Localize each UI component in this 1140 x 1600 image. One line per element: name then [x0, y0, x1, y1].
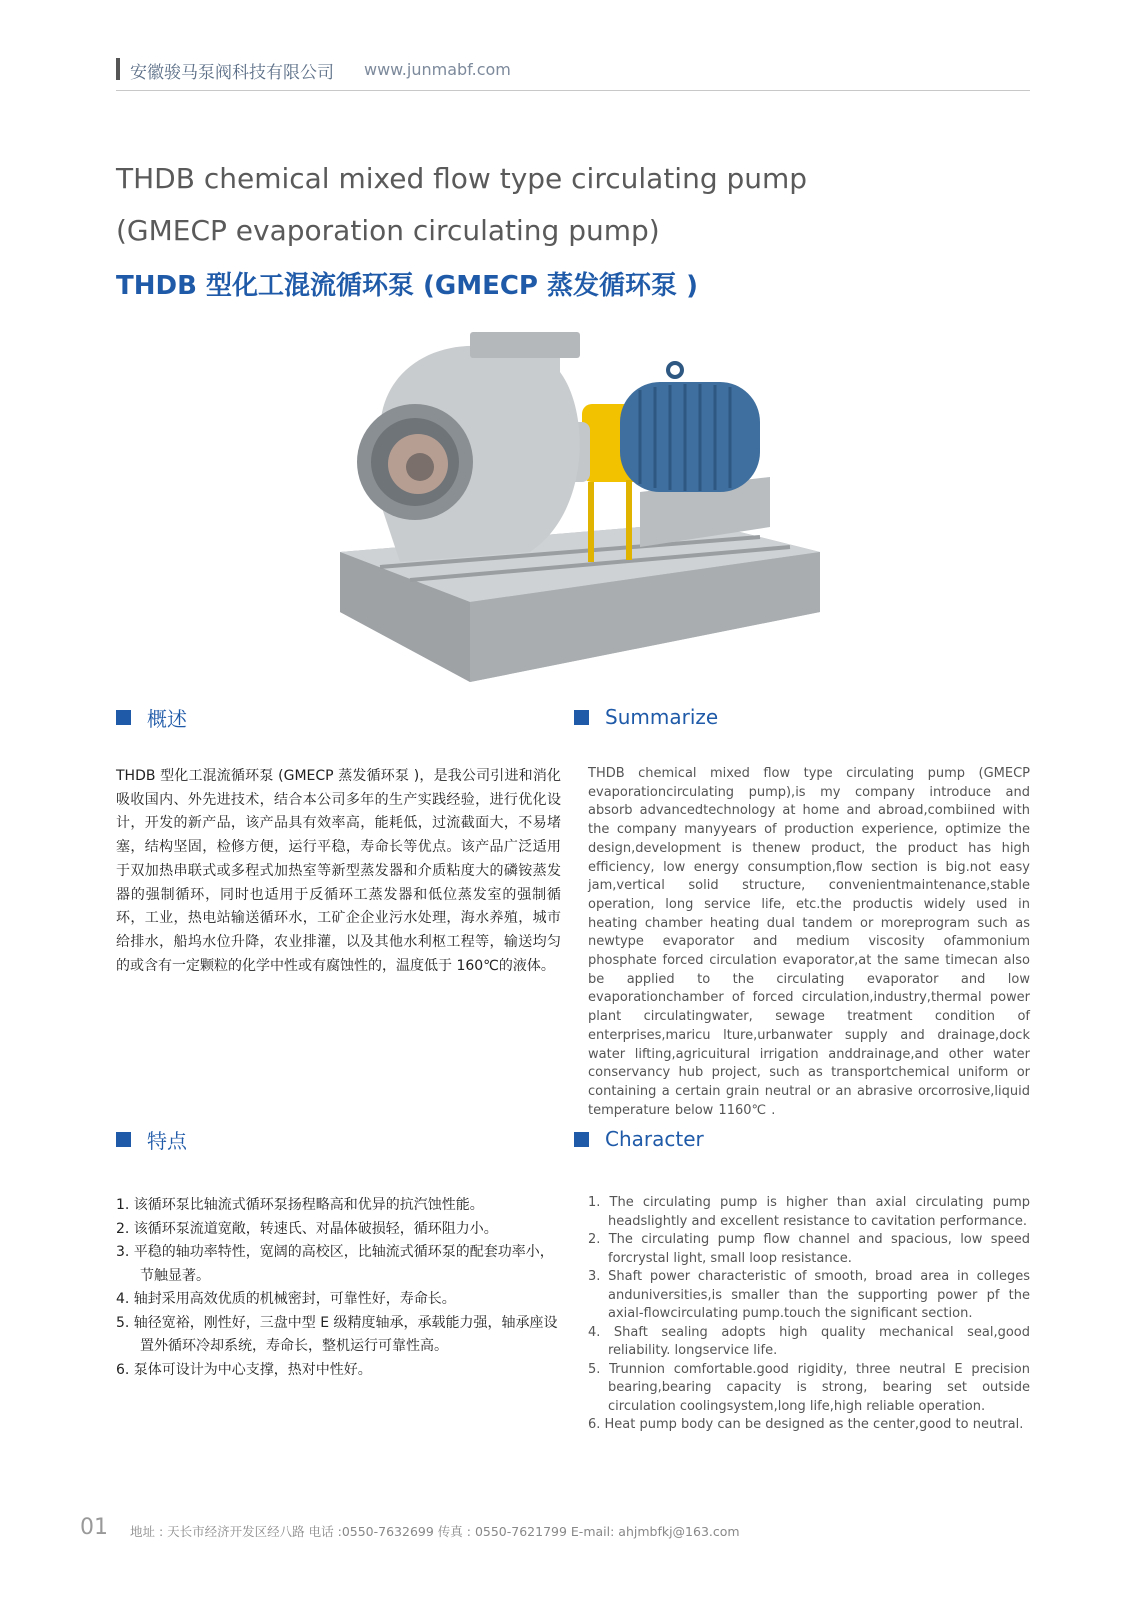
list-item: 6. Heat pump body can be designed as the center,good to neutral.	[588, 1417, 1024, 1432]
heading-square-icon	[116, 710, 131, 725]
list-item: 5. Trunnion comfortable.good rigidity, three neutral E precision bearing,bearing capacity is strong, bearing set outside circulation coolingsystem,long life,high reliable operation.	[588, 1361, 1030, 1414]
company-name: 安徽骏马泵阀科技有限公司	[130, 63, 334, 83]
heading-square-icon	[574, 710, 589, 725]
features-en-heading-label: Character	[605, 1127, 704, 1151]
heading-square-icon	[116, 1132, 131, 1147]
title-chinese: THDB 型化工混流循环泵 (GMECP 蒸发循环泵 )	[116, 271, 698, 301]
overview-cn-text: THDB 型化工混流循环泵 (GMECP 蒸发循环泵 )，是我公司引进和消化吸收国内、外先进技术，结合本公司多年的生产实践经验，进行优化设计，开发的新产品，该产品具有效率高，能耗低，过流截面大，不易堵塞，结构坚固，检修方便，运行平稳，寿命长等优点。该产品广泛适用于双加热串联式或多程式加热室等新型蒸发器和介质粘度大的磷铵蒸发器的强制循环，同时也适用于反循环工蒸发器和低位蒸发室的强制循环，工业，热电站输送循环水，工矿企企业污水处理，海水养殖，城市给排水，船坞水位升降，农业排灌，以及其他水利枢工程等，输送均匀的或含有一定颗粒的化学中性或有腐蚀性的，温度低于 160℃的液体。	[116, 768, 561, 974]
page-number: 01	[80, 1515, 108, 1540]
contact-info: 地址 : 天长市经济开发区经八路 电话 :0550-7632699 传真 : 0550-7621799 E-mail: ahjmbfkj@163.com	[130, 1524, 740, 1539]
discharge-flange	[470, 332, 580, 358]
features-cn-heading-label: 特点	[147, 1128, 187, 1153]
overview-cn-heading-label: 概述	[147, 706, 187, 731]
features-cn-list	[116, 1194, 561, 1382]
page-header	[116, 56, 1030, 91]
pump-product-image	[320, 312, 850, 707]
list-item: 5. 轴径宽裕，刚性好，三盘中型 E 级精度轴承，承载能力强，轴承座设置外循环冷却系统，寿命长，整机运行可靠性高。	[116, 1314, 558, 1354]
title-english-line2: (GMECP evaporation circulating pump)	[116, 214, 660, 247]
list-item: 6. 泵体可设计为中心支撑，热对中性好。	[116, 1361, 372, 1378]
list-item: 4. Shaft sealing adopts high quality mechanical seal,good reliability. longservice life.	[588, 1324, 1030, 1358]
list-item: 2. 该循环泵流道宽敞，转速氏、对晶体破损轻，循环阻力小。	[116, 1220, 498, 1237]
list-item: 1. The circulating pump is higher than axial circulating pump headslightly and excellent resistance to cavitation performance.	[588, 1195, 1030, 1229]
list-item: 3. Shaft power characteristic of smooth, broad area in colleges anduniversities,is smaller than the supporting power pf the axial-flowcirculating pump.touch the significant section.	[588, 1269, 1030, 1321]
list-item: 2. The circulating pump flow channel and spacious, low speed forcrystal light, small loop resistance.	[588, 1232, 1030, 1266]
features-en-list	[588, 1194, 1030, 1435]
title-english-line1: THDB chemical mixed flow type circulating pump	[116, 162, 808, 195]
overview-en-heading-label: Summarize	[605, 705, 719, 729]
features-cn-heading	[116, 1126, 187, 1152]
page-footer	[80, 1515, 1030, 1545]
list-item: 4. 轴封采用高效优质的机械密封，可靠性好，寿命长。	[116, 1291, 456, 1307]
overview-en-heading	[574, 704, 718, 730]
features-en-heading	[574, 1126, 704, 1152]
overview-en-text: THDB chemical mixed flow type circulating pump (GMECP evaporationcirculating pump),is my company introduce and absorb advancedtechnology at home and abroad,combiined with the company manyyears of production experience, optimize the design,development is thenew product, the product has high efficiency, low energy consumption,flow section is big.not easy jam,vertical solid structure, convenientmaintenance,stable operation, long service life, etc.the productis widely used in heating chamber heating dual tandem or moreprogram such as newtype evaporator and medium viscosity ofammonium phosphate forced circulation evaporator,at the same timecan also be applied to the circulating evaporator and low evaporationchamber of forced circulation,industry,thermal power plant circulatingwater, sewage treatment condition of enterprises,maricu lture,urbanwater supply and drainage,dock water lifting,agricuitural irrigation anddrainage,and other water conservancy hub project, such as transportchemical uniform or containing a certain grain neutral or an abrasive orcorrosive,liquid temperature below 1160℃ .	[588, 766, 1030, 1118]
list-item: 3. 平稳的轴功率特性，宽阔的高校区，比轴流式循环泵的配套功率小，节触显著。	[116, 1244, 554, 1284]
list-item: 1. 该循环泵比轴流式循环泵扬程略高和优异的抗汽蚀性能。	[116, 1197, 484, 1213]
heading-square-icon	[574, 1132, 589, 1147]
website-link[interactable]: www.junmabf.com	[364, 60, 511, 79]
overview-cn-heading	[116, 704, 187, 730]
header-bar	[116, 58, 120, 80]
